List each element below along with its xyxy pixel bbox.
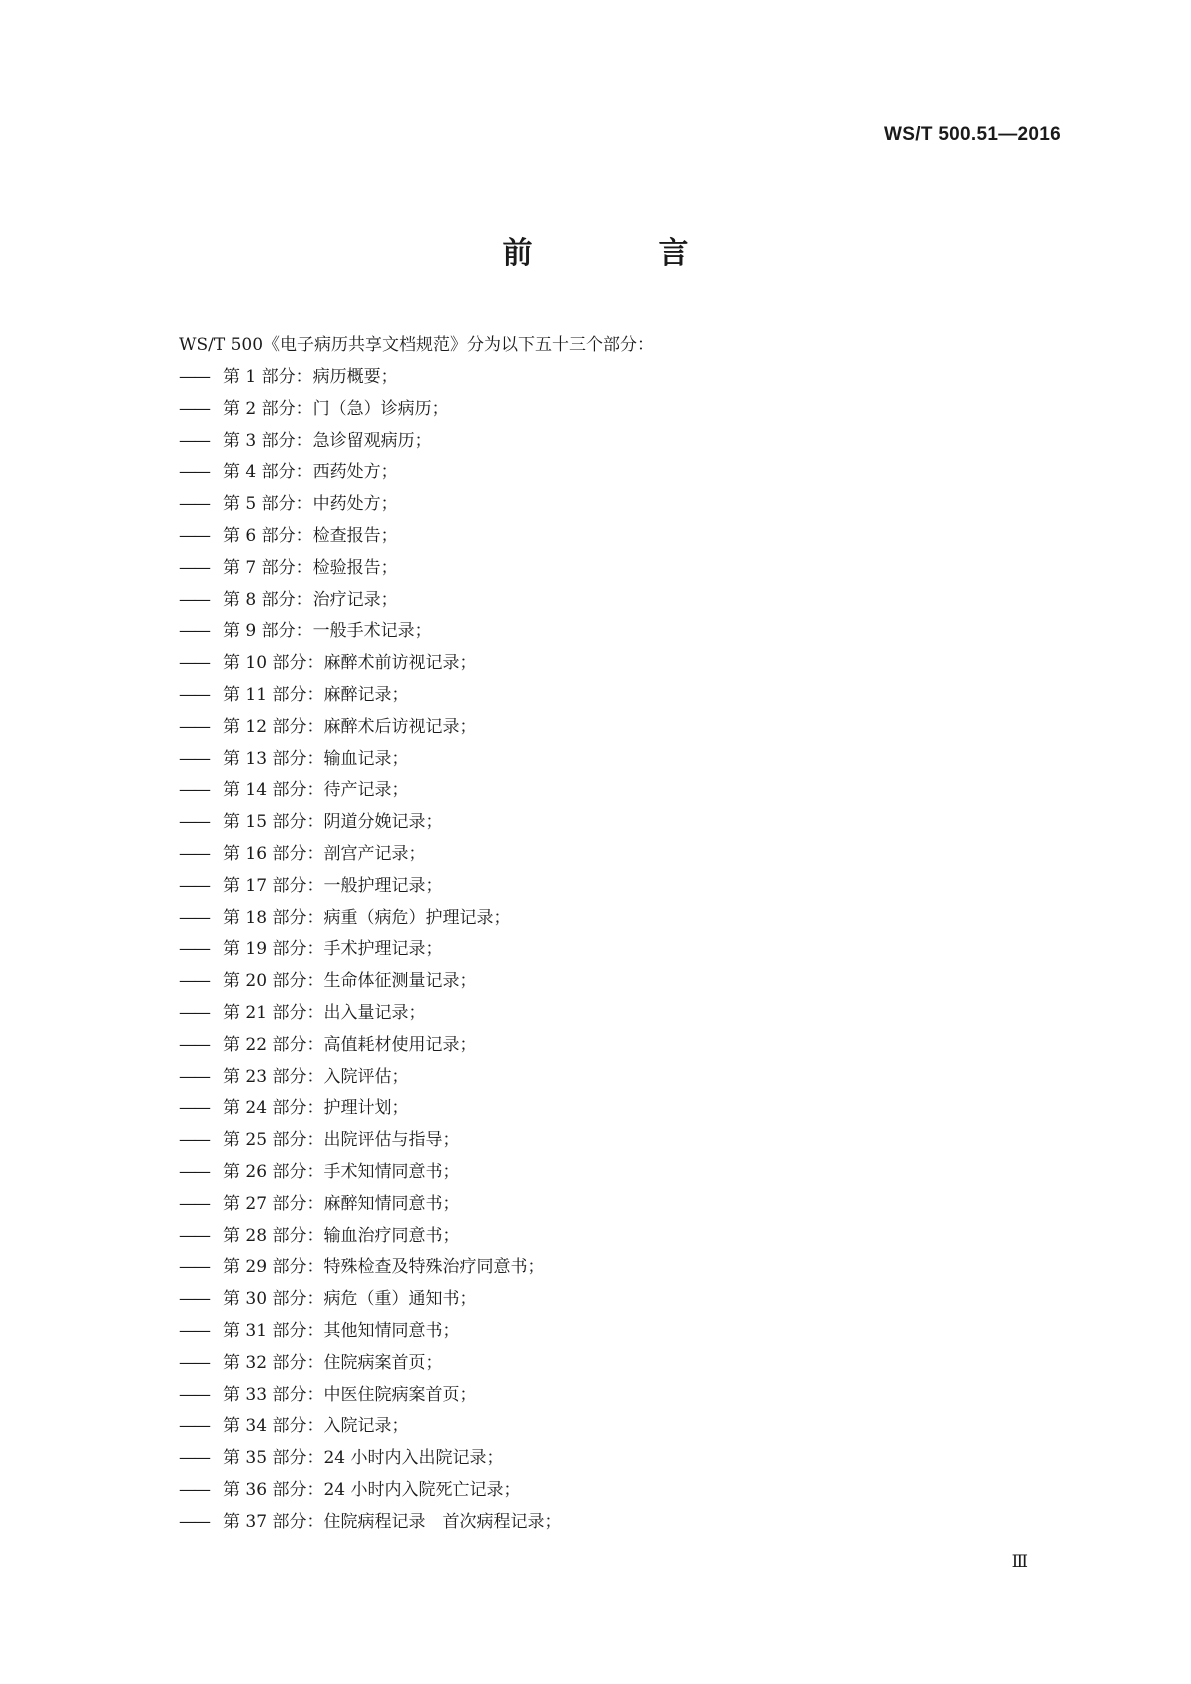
part-label: 第 4 部分：西药处方； [223,462,398,483]
part-label: 第 10 部分：麻醉术前访视记录； [223,653,477,674]
list-item [179,430,561,462]
list-dash: —— [179,780,209,801]
list-item [179,875,561,907]
part-label: 第 37 部分：住院病程记录 首次病程记录； [223,1511,562,1532]
list-dash: —— [179,843,209,864]
list-dash: —— [179,557,209,578]
list-item [179,398,561,430]
list-dash: —— [179,812,209,833]
list-item [179,811,561,843]
standard-code: WS/T 500.51—2016 [884,124,1061,145]
list-dash: —— [179,589,209,610]
list-dash: —— [179,875,209,896]
list-dash: —— [179,1448,209,1469]
list-item [179,557,561,589]
list-item [179,620,561,652]
list-item [179,1511,561,1543]
page-number: Ⅲ [1011,1552,1028,1571]
part-label: 第 17 部分：一般护理记录； [223,875,443,896]
part-label: 第 3 部分：急诊留观病历； [223,430,432,451]
part-label: 第 11 部分：麻醉记录； [223,684,409,705]
list-dash: —— [179,1479,209,1500]
list-dash: —— [179,430,209,451]
list-dash: —— [179,939,209,960]
list-item [179,1320,561,1352]
list-dash: —— [179,653,209,674]
list-dash: —— [179,1511,209,1532]
list-item [179,843,561,875]
list-item [179,970,561,1002]
part-label: 第 12 部分：麻醉术后访视记录； [223,716,477,737]
list-dash: —— [179,1161,209,1182]
part-label: 第 25 部分：出院评估与指导； [223,1130,460,1151]
list-item [179,684,561,716]
part-label: 第 5 部分：中药处方； [223,494,398,515]
list-dash: —— [179,525,209,546]
part-label: 第 14 部分：待产记录； [223,780,409,801]
part-label: 第 27 部分：麻醉知情同意书； [223,1193,460,1214]
part-label: 第 24 部分：护理计划； [223,1098,409,1119]
list-dash: —— [179,494,209,515]
list-item [179,1415,561,1447]
list-item [179,525,561,557]
list-item [179,1352,561,1384]
list-dash: —— [179,621,209,642]
list-item [179,1129,561,1161]
list-item [179,907,561,939]
list-item [179,1097,561,1129]
list-item [179,1034,561,1066]
list-dash: —— [179,1352,209,1373]
list-dash: —— [179,398,209,419]
list-dash: —— [179,1130,209,1151]
list-dash: —— [179,716,209,737]
page-title: 前 言 [502,236,737,271]
list-item [179,1479,561,1511]
list-item [179,1384,561,1416]
part-label: 第 31 部分：其他知情同意书； [223,1320,460,1341]
part-label: 第 34 部分：入院记录； [223,1416,409,1437]
list-dash: —— [179,971,209,992]
list-dash: —— [179,748,209,769]
list-item [179,1447,561,1479]
part-label: 第 30 部分：病危（重）通知书； [223,1289,477,1310]
part-label: 第 7 部分：检验报告； [223,557,398,578]
list-item [179,716,561,748]
list-dash: —— [179,367,209,387]
list-item [179,1288,561,1320]
part-label: 第 23 部分：入院评估； [223,1066,409,1087]
list-item [179,493,561,525]
list-dash: —— [179,1257,209,1278]
list-item [179,1161,561,1193]
part-label: 第 29 部分：特殊检查及特殊治疗同意书； [223,1257,545,1278]
list-dash: —— [179,1289,209,1310]
list-item [179,1193,561,1225]
list-dash: —— [179,1034,209,1055]
part-label: 第 22 部分：高值耗材使用记录； [223,1034,477,1055]
list-item [179,1066,561,1098]
list-dash: —— [179,1225,209,1246]
part-label: 第 18 部分：病重（病危）护理记录； [223,907,511,928]
part-label: 第 28 部分：输血治疗同意书； [223,1225,460,1246]
part-label: 第 1 部分：病历概要； [223,367,398,387]
part-label: 第 6 部分：检查报告； [223,525,398,546]
list-item [179,461,561,493]
list-item [179,1256,561,1288]
list-dash: —— [179,1416,209,1437]
list-item [179,779,561,811]
part-label: 第 35 部分：24 小时内入出院记录； [223,1448,504,1469]
list-item [179,748,561,780]
list-dash: —— [179,907,209,928]
list-dash: —— [179,1066,209,1087]
intro-paragraph: WS/T 500《电子病历共享文档规范》分为以下五十三个部分： [179,335,655,355]
part-label: 第 9 部分：一般手术记录； [223,621,432,642]
part-label: 第 13 部分：输血记录； [223,748,409,769]
list-dash: —— [179,1098,209,1119]
list-item [179,938,561,970]
part-label: 第 20 部分：生命体征测量记录； [223,971,477,992]
list-dash: —— [179,462,209,483]
part-label: 第 33 部分：中医住院病案首页； [223,1384,477,1405]
list-dash: —— [179,1002,209,1023]
part-label: 第 36 部分：24 小时内入院死亡记录； [223,1479,521,1500]
list-item [179,652,561,684]
part-label: 第 32 部分：住院病案首页； [223,1352,443,1373]
list-item [179,1002,561,1034]
part-label: 第 2 部分：门（急）诊病历； [223,398,449,419]
part-label: 第 21 部分：出入量记录； [223,1002,426,1023]
list-item [179,366,561,398]
list-item [179,1225,561,1257]
list-dash: —— [179,1384,209,1405]
part-label: 第 26 部分：手术知情同意书； [223,1161,460,1182]
part-label: 第 15 部分：阴道分娩记录； [223,812,443,833]
part-label: 第 19 部分：手术护理记录； [223,939,443,960]
list-item [179,589,561,621]
parts-list [179,366,561,1542]
list-dash: —— [179,1320,209,1341]
list-dash: —— [179,1193,209,1214]
part-label: 第 8 部分：治疗记录； [223,589,398,610]
list-dash: —— [179,684,209,705]
part-label: 第 16 部分：剖宫产记录； [223,843,426,864]
